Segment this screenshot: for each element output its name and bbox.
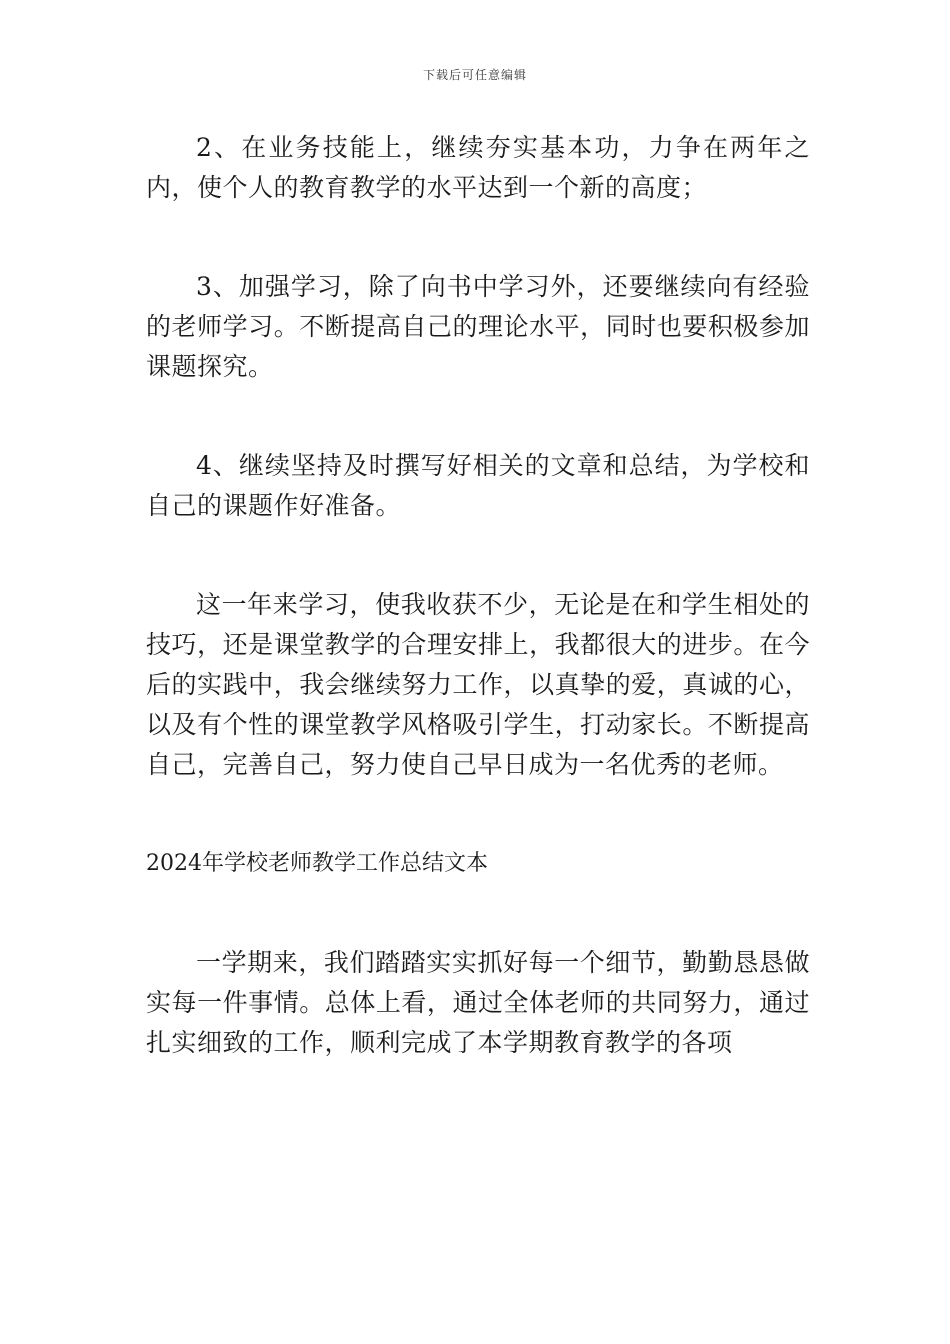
- header-note: 下载后可任意编辑: [422, 68, 527, 82]
- section-heading: 2024年学校老师教学工作总结文本: [146, 851, 488, 876]
- paragraph-summary: 这一年来学习，使我收获不少，无论是在和学生相处的技巧，还是课堂教学的合理安排上，我都很大的进步。在今后的实践中，我会继续努力工作，以真挚的爱，真诚的心，以及有个性的课堂教学风格吸引学生，打动家长。不断提高自己，完善自己，努力使自己早日成为一名优秀的老师。: [146, 590, 810, 779]
- paragraph-item-4: 4、继续坚持及时撰写好相关的文章和总结，为学校和自己的课题作好准备。: [146, 451, 810, 520]
- paragraph-item-3: 3、加强学习，除了向书中学习外，还要继续向有经验的老师学习。不断提高自己的理论水平，同时也要积极参加课题探究。: [146, 272, 810, 381]
- paragraph-intro: 一学期来，我们踏踏实实抓好每一个细节，勤勤恳恳做实每一件事情。总体上看，通过全体老师的共同努力，通过扎实细致的工作，顺利完成了本学期教育教学的各项: [146, 948, 810, 1057]
- document-body: [146, 128, 810, 1063]
- paragraph-item-2: 2、在业务技能上，继续夯实基本功，力争在两年之内，使个人的教育教学的水平达到一个新的高度；: [146, 133, 810, 202]
